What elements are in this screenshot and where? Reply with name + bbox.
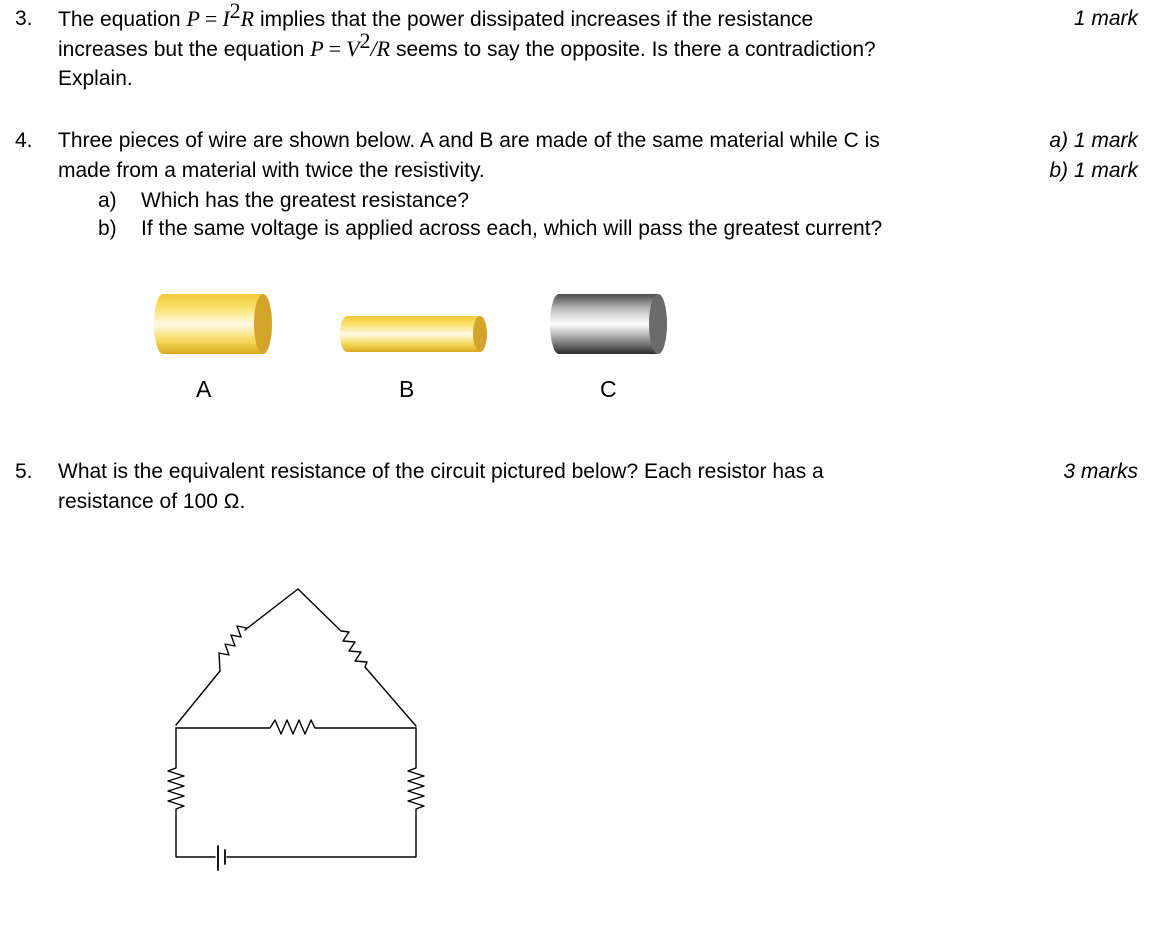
q4-part-b-label: b) — [98, 217, 117, 240]
q3-line-1 — [58, 0, 814, 35]
wire-b — [340, 316, 487, 352]
circuit-diagram — [165, 580, 425, 880]
wire-pieces-figure — [145, 288, 705, 358]
q3-eq2-V: V — [346, 36, 360, 61]
resistor-top-left — [176, 589, 298, 725]
resistor-middle — [176, 720, 416, 734]
wire-c — [550, 294, 667, 354]
q3-number: 3. — [15, 7, 33, 30]
q4-number: 4. — [15, 129, 33, 152]
q4-part-a-label: a) — [98, 189, 117, 212]
q3-line-2-before: increases but the equation — [58, 38, 305, 61]
q5-number: 5. — [15, 460, 33, 483]
q5-line-1: What is the equivalent resistance of the circuit pictured below? Each resistor has a — [58, 460, 824, 483]
q5-mark: 3 marks — [1063, 460, 1138, 483]
resistor-right — [227, 728, 424, 857]
q3-eq1-lhs: P — [186, 6, 200, 31]
q3-eq1-equals: = — [204, 6, 218, 31]
q3-eq1-I: I — [222, 6, 230, 31]
q4-line-1: Three pieces of wire are shown below. A and B are made of the same material while C is — [58, 129, 880, 152]
q3-eq1-R: R — [240, 6, 255, 31]
q3-line-3: Explain. — [58, 67, 133, 90]
q3-eq2-slash: / — [370, 36, 377, 61]
q3-line-2 — [58, 28, 876, 65]
wire-a-label: A — [196, 376, 212, 402]
battery-icon — [218, 846, 225, 870]
q4-line-2: made from a material with twice the resistivity. — [58, 159, 485, 182]
q3-line-2-after: seems to say the opposite. Is there a contradiction? — [395, 38, 876, 61]
q3-line-1-after: implies that the power dissipated increases if the resistance — [259, 8, 814, 31]
q3-eq2-sup: 2 — [359, 28, 371, 53]
q4-mark-a: a) 1 mark — [1049, 129, 1138, 152]
q3-line-1-before: The equation — [58, 8, 181, 31]
q3-mark: 1 mark — [1073, 7, 1138, 30]
wire-a — [154, 294, 272, 354]
q3-eq2-lhs: P — [310, 36, 324, 61]
q5-line-2: resistance of 100 Ω. — [58, 490, 246, 513]
q3-eq2-R: R — [376, 36, 391, 61]
resistor-top-right — [298, 589, 416, 726]
wire-b-label: B — [399, 376, 415, 402]
resistor-left — [168, 728, 215, 857]
q3-eq2-equals: = — [328, 36, 342, 61]
q4-part-a-text: Which has the greatest resistance? — [141, 189, 470, 212]
q4-mark-b: b) 1 mark — [1049, 159, 1138, 182]
q3-eq1-sup: 2 — [229, 0, 241, 23]
q4-part-b-text: If the same voltage is applied across each, which will pass the greatest current? — [141, 217, 883, 240]
wire-c-label: C — [600, 376, 617, 402]
